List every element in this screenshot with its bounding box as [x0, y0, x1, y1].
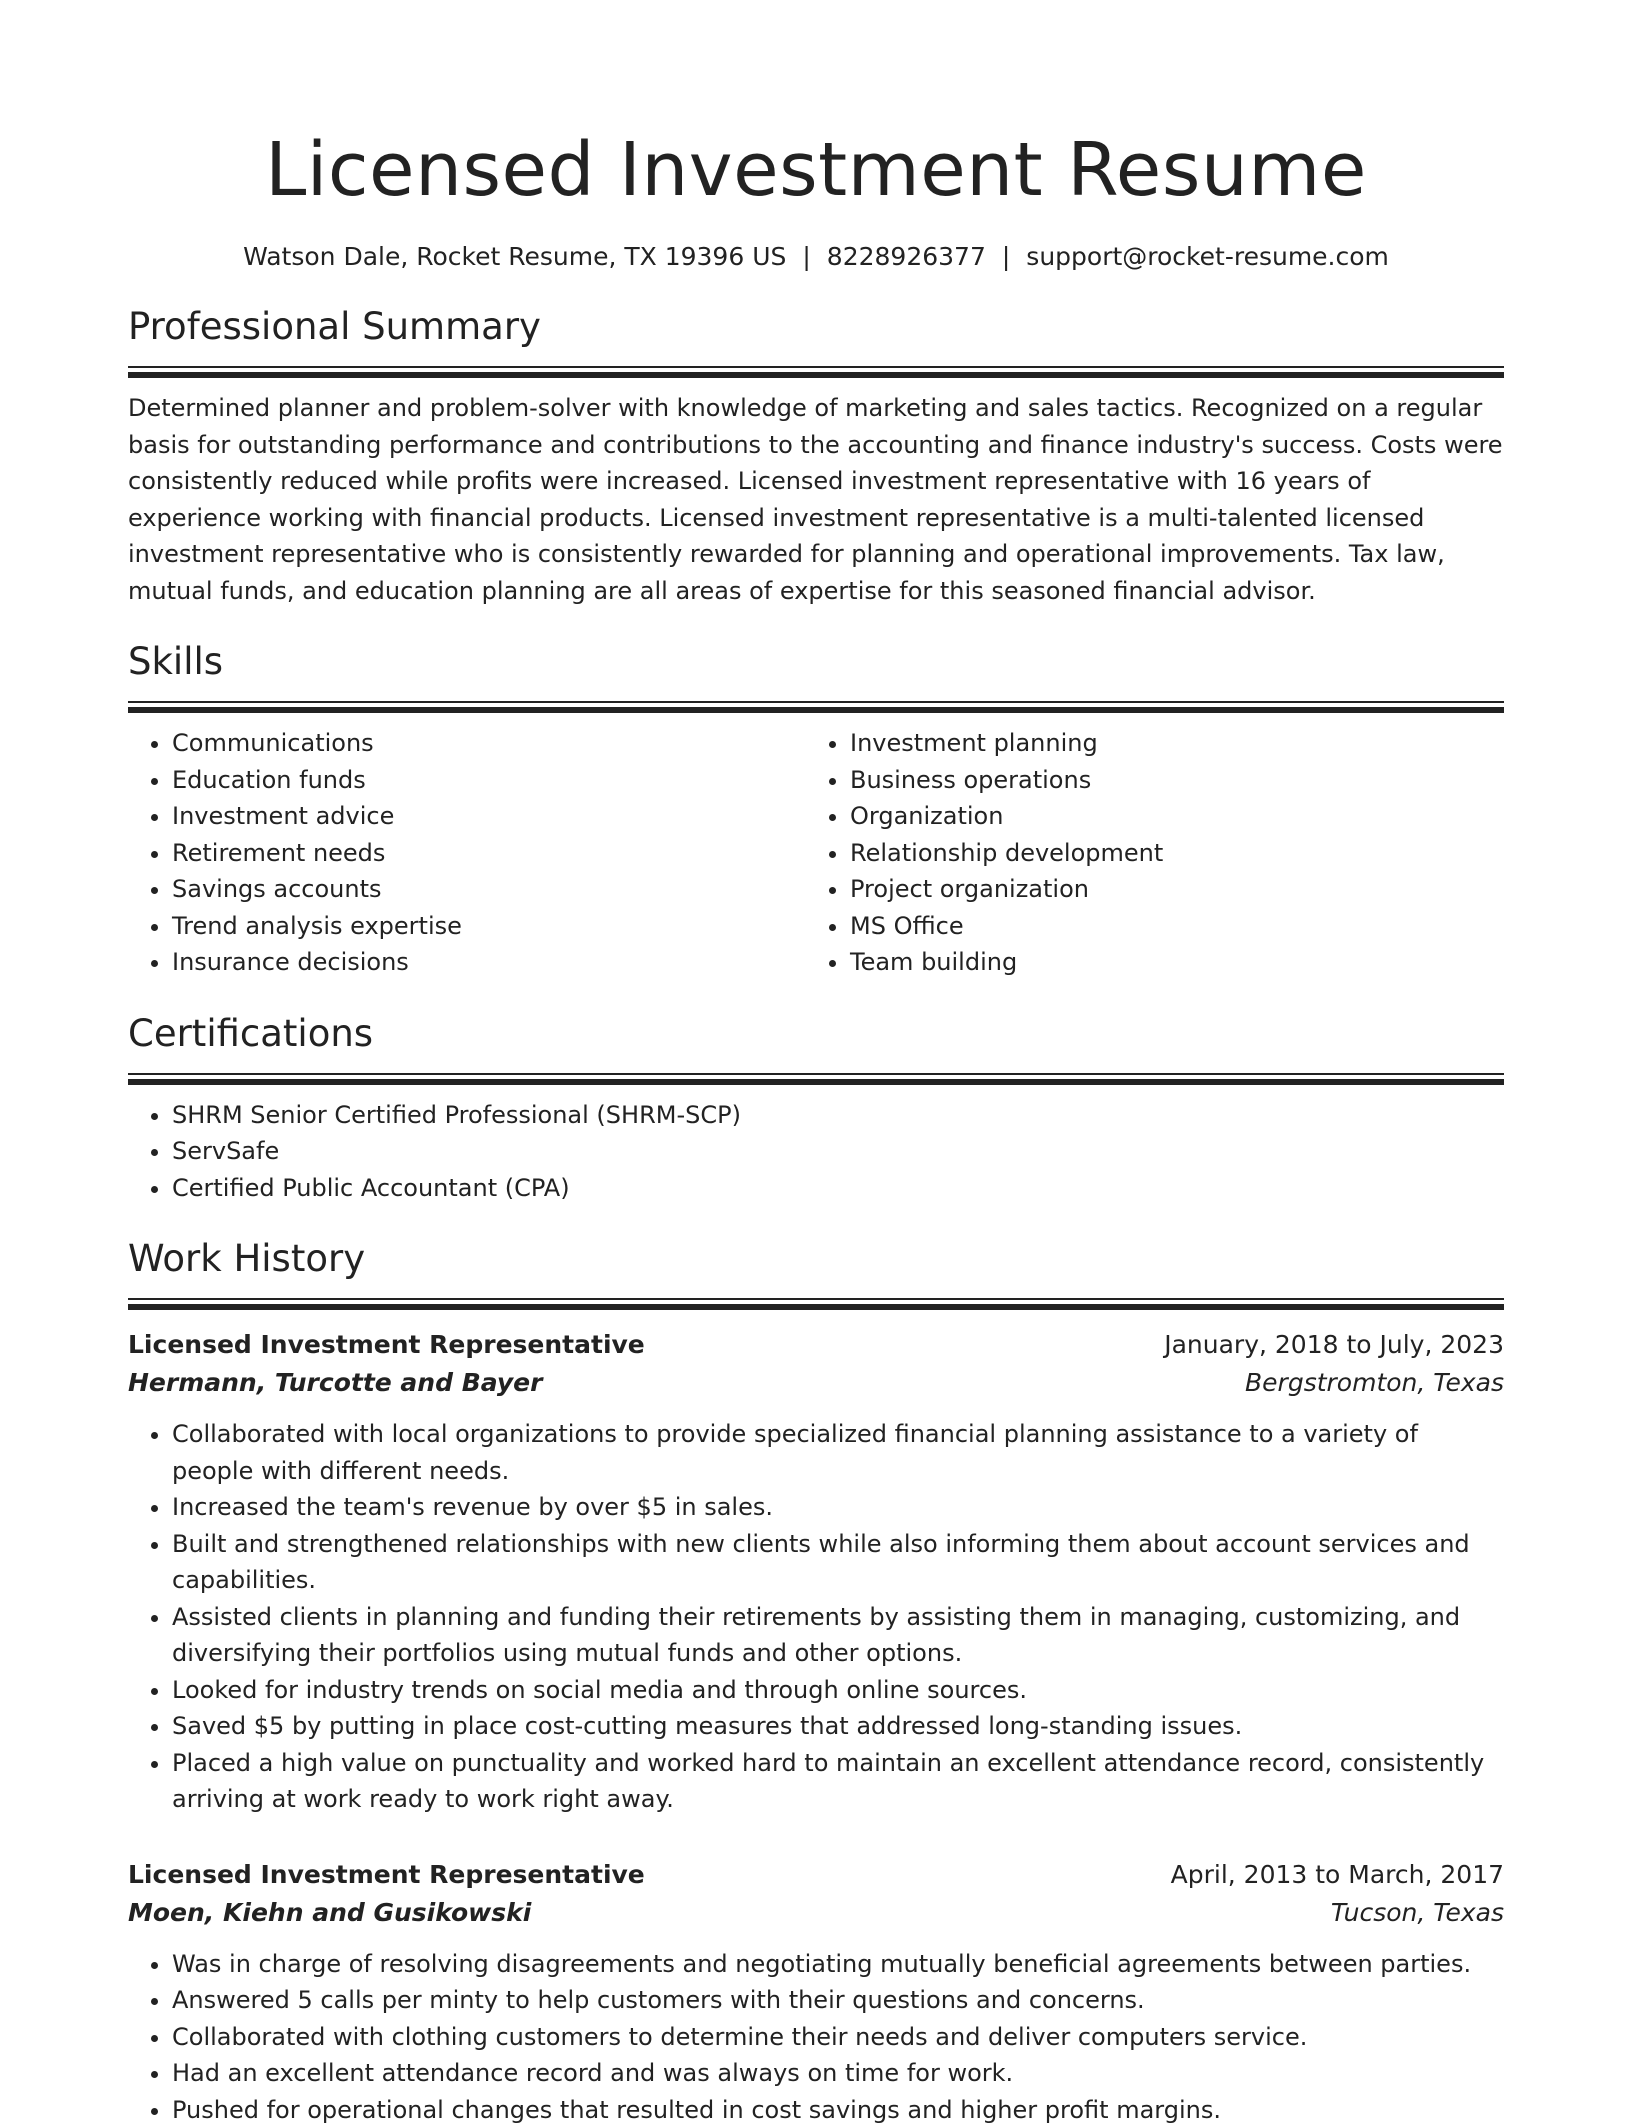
job-bullets [128, 1416, 1504, 1818]
skill-item: • Trend analysis expertise [172, 908, 806, 945]
job-entry [128, 1856, 1504, 2128]
certifications-heading: Certifications [128, 1009, 1504, 1059]
skill-item: • Business operations [850, 762, 1484, 799]
job-bullet: • Had an excellent attendance record and was always on time for work. [172, 2055, 1504, 2092]
contact-separator: | [1002, 240, 1010, 274]
section-rule [128, 701, 1504, 703]
job-company: Moen, Kiehn and Gusikowski [128, 1894, 531, 1932]
summary-text: Determined planner and problem-solver with knowledge of marketing and sales tactics. Recognized on a regular basis for outstanding performance and contributions to the accounting and finance industry's success. Costs were consistently reduced while profits were increased. Licensed investment representative with 16 years of experience working with financial products. Licensed investment representative is a multi-talented licensed investment representative who is consistently rewarded for planning and operational improvements. Tax law, mutual funds, and education planning are all areas of expertise for this seasoned financial advisor. [128, 390, 1504, 609]
job-bullet: • Collaborated with local organizations to provide specialized financial planning assistance to a variety of people with different needs. [172, 1416, 1504, 1489]
job-location: Bergstromton, Texas [1245, 1364, 1504, 1402]
job-bullet: • Answered 5 calls per minty to help customers with their questions and concerns. [172, 1982, 1504, 2019]
job-bullet: • Pushed for operational changes that resulted in cost savings and higher profit margins. [172, 2092, 1504, 2128]
job-entry [128, 1326, 1504, 1818]
contact-email: support@rocket-resume.com [1026, 242, 1389, 271]
job-header-row [128, 1326, 1504, 1364]
job-location: Tucson, Texas [1331, 1894, 1504, 1932]
job-company: Hermann, Turcotte and Bayer [128, 1364, 542, 1402]
skill-item: • Project organization [850, 871, 1484, 908]
certifications-section [128, 1009, 1504, 1207]
summary-heading: Professional Summary [128, 302, 1504, 352]
job-dates: April, 2013 to March, 2017 [1171, 1856, 1504, 1894]
job-bullet: • Assisted clients in planning and funding their retirements by assisting them in managing, customizing, and diversifying their portfolios using mutual funds and other options. [172, 1599, 1504, 1672]
job-bullet: • Placed a high value on punctuality and worked hard to maintain an excellent attendance record, consistently arriving at work ready to work right away. [172, 1745, 1504, 1818]
job-bullet: • Saved $5 by putting in place cost-cutting measures that addressed long-standing issues. [172, 1708, 1504, 1745]
skill-item: • Savings accounts [172, 871, 806, 908]
contact-separator: | [802, 240, 810, 274]
work-history-section [128, 1234, 1504, 2128]
section-rule-thick [128, 1079, 1504, 1085]
skill-item: • Organization [850, 798, 1484, 835]
job-bullet: • Was in charge of resolving disagreements and negotiating mutually beneficial agreements between parties. [172, 1946, 1504, 1983]
skill-item: • Relationship development [850, 835, 1484, 872]
section-rule [128, 366, 1504, 368]
job-dates: January, 2018 to July, 2023 [1164, 1326, 1504, 1364]
contact-address: Watson Dale, Rocket Resume, TX 19396 US [243, 242, 786, 271]
certification-item: • Certified Public Accountant (CPA) [172, 1170, 1504, 1207]
resume-title: Licensed Investment Resume [128, 0, 1504, 220]
certification-item: • ServSafe [172, 1133, 1504, 1170]
skill-item: • Communications [172, 725, 806, 762]
section-rule-thick [128, 1304, 1504, 1310]
job-bullet: • Built and strengthened relationships with new clients while also informing them about account services and capabilities. [172, 1526, 1504, 1599]
skills-grid [128, 713, 1504, 981]
job-bullets [128, 1946, 1504, 2128]
skill-item: • Education funds [172, 762, 806, 799]
skills-list-left [128, 725, 806, 981]
skills-heading: Skills [128, 637, 1504, 687]
job-bullet: • Collaborated with clothing customers to determine their needs and deliver computers service. [172, 2019, 1504, 2056]
certifications-list [128, 1097, 1504, 1207]
job-title: Licensed Investment Representative [128, 1856, 645, 1894]
summary-section [128, 302, 1504, 609]
skill-item: • Retirement needs [172, 835, 806, 872]
skill-item: • Investment planning [850, 725, 1484, 762]
skill-item: • Team building [850, 944, 1484, 981]
skills-section [128, 637, 1504, 981]
job-subheader-row [128, 1894, 1504, 1932]
contact-phone: 8228926377 [827, 242, 986, 271]
section-rule [128, 1298, 1504, 1300]
work-history-heading: Work History [128, 1234, 1504, 1284]
contact-line [128, 240, 1504, 274]
skills-list-right [806, 725, 1484, 981]
skill-item: • Investment advice [172, 798, 806, 835]
job-subheader-row [128, 1364, 1504, 1402]
section-rule-thick [128, 372, 1504, 378]
certification-item: • SHRM Senior Certified Professional (SHRM-SCP) [172, 1097, 1504, 1134]
section-rule [128, 1073, 1504, 1075]
job-header-row [128, 1856, 1504, 1894]
skill-item: • MS Office [850, 908, 1484, 945]
job-bullet: • Increased the team's revenue by over $5 in sales. [172, 1489, 1504, 1526]
resume-page [128, 0, 1504, 2112]
skill-item: • Insurance decisions [172, 944, 806, 981]
job-title: Licensed Investment Representative [128, 1326, 645, 1364]
job-bullet: • Looked for industry trends on social media and through online sources. [172, 1672, 1504, 1709]
